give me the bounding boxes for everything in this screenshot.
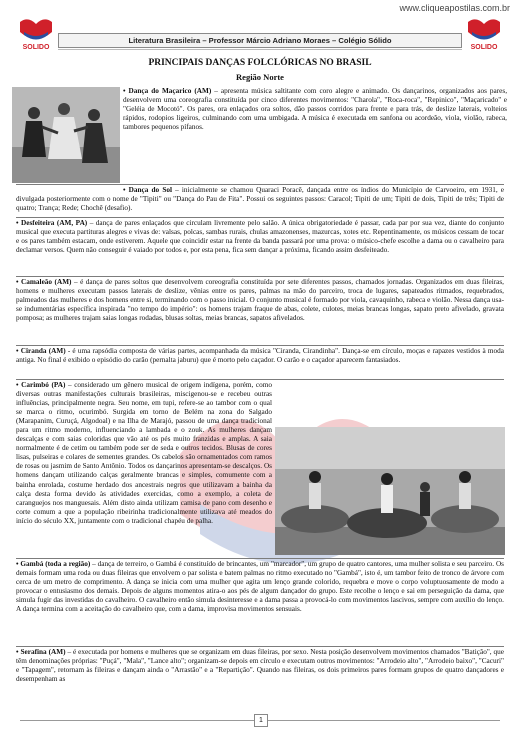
section-desfeiteira (16, 219, 504, 274)
section-text: – inicialmente se chamou Quaraci Poracê, dançada entre os índios do Município de Carvoeiro, em 1931, e divulgada posteriormente com o nome de "Tipiti" ou "Dança do Pau de Fita". Possui os seguintes passos: Caracol; Tipiti de um; Tipiti de dois, Tipiti de três; Tipiti de quatro; Trança; Rede; Chochê (desafio). (16, 186, 505, 213)
section-divider (16, 558, 504, 559)
section-macarico (123, 87, 507, 183)
section-divider (16, 345, 504, 346)
document-title: PRINCIPAIS DANÇAS FOLCLÓRICAS NO BRASIL (148, 58, 372, 68)
section-ciranda (16, 347, 504, 375)
section-divider (16, 646, 504, 647)
section-title: • Desfeiteira (AM, PA) (16, 219, 88, 227)
header-divider (58, 49, 462, 50)
solido-logo-icon (16, 16, 56, 46)
section-title: • Carimbó (PA) (16, 381, 66, 389)
section-camaleao (16, 278, 504, 341)
section-gamba (16, 560, 504, 644)
header-title-bar: Literatura Brasileira – Professor Márcio Adriano Moraes – Colégio Sólido (58, 33, 462, 48)
macarico-dance-photo (12, 87, 120, 183)
section-title: • Serafina (AM) (16, 648, 66, 656)
section-carimbo (16, 381, 504, 561)
document-page (10, 14, 510, 730)
section-text: – dança de pares enlaçados que circulam livremente pelo salão. A única obrigatoriedade é passar, cada par por sua vez, diante do conjunto musical que executa partituras alegres e vivas de: valsas, polcas, sambas rurais, chulas amazonenses, mazurcas, xotes etc. Repentinamente, os músicos cessam de tocar e os pares também estacam, onde estiverem. Aquele que coincidir estar na frente da banda passará por uma prova: o músico-chefe escolhe a dama ou o cavalheiro para declamar versos. Quem não conseguir é vaiado por todos e, por esta pena, fica sem dançar a próxima, ficando assim desfeiteado. (16, 219, 504, 255)
photo-float-spacer-top (272, 381, 504, 427)
section-title: • Camaleão (AM) (16, 278, 72, 286)
school-logo-left (16, 16, 56, 54)
section-title: • Dança do Maçarico (AM) (123, 87, 212, 95)
section-divider (16, 379, 504, 380)
section-divider (16, 276, 504, 277)
school-logo-right (464, 16, 504, 54)
logo-text: SOLIDO (22, 44, 50, 51)
section-text: - é uma rapsódia composta de várias partes, acompanhada da música "Ciranda, Cirandinha". Dança-se em círculo, moças e rapazes vestidos à moda antiga. No final é exibido o episódio do carão (pernalta jaburu) que é morto pelo caçador. O carão e o caçador aparecem fantasiados. (16, 347, 504, 365)
section-danca-do-sol (16, 186, 504, 214)
photo-float-spacer (272, 427, 504, 557)
site-url[interactable]: www.cliqueapostilas.com.br (399, 3, 510, 13)
section-text: – é dança de pares soltos que desenvolvem coreografia constituída por sete diferentes passos, chamados jornadas. Organizados em duas fileiras, homens e mulheres executam passos laterais de deslize, vênias entre os pares, palmas na mão do parceiro, troca de lugares, sapateados ritmados, requebrados, palmeados das mulheres e dos homens entre si, terminando com o passo inicial. O conjunto musical é formado por viola, cavaquinho, rabeca e violão. Nessa dança usa-se indumentárias específica inspirada "no tempo do império": os homens trajam fraque de abas, colete, culotes, meias brancas longas, sapato preto afivelado, gravata pomposa; as mulheres trajam saias longas rodadas, blusas soltas, meias brancas, sapatos afivelados. (16, 278, 504, 323)
region-heading: Região Norte (236, 72, 284, 82)
section-text: – é executada por homens e mulheres que se organizam em duas fileiras, por sexo. Nesta posição desenvolvem movimentos chamados "Batição", que têm denominações próprias: "Puçá", "Mala", "Lance alto"; organizam-se depois em círculo e executam outros movimentos: "Arrodeio alto", "Arrodeio baixo", "Cacuri" e "Tapagem", retornam às fileiras e dançam ainda o "Arrastão" e a "Repartição". Quando nas fileiras, os dois primeiros pares formam grupos de quatro dançadores e desempenham as (16, 648, 504, 684)
solido-logo-icon (464, 16, 504, 46)
section-title: • Gambá (toda a região) (16, 560, 91, 568)
section-title: • Ciranda (AM) (16, 347, 66, 355)
section-divider (16, 184, 504, 185)
section-text: – apresenta música saltitante com coro alegre e animado. Os dançarinos, organizados aos pares, desenvolvem uma coreografia constituída por cinco diferentes movimentos: "Charola", "Roca-roca", "Repinico", "Maçaricado" e "Geléia de Mocotó". Os pares, ora enlaçados ora soltos, dão passos corridos para frente e para trás, de deslize laterais, volteios rápidos, rodopios ligeiros, culminando com uma umbigada. A música é executada em sanfona ou acordeão, viola, violão, rabeca, tambores pequenos pífanos. (123, 87, 508, 132)
section-divider (16, 217, 504, 218)
page-header (10, 14, 510, 56)
page-number: 1 (254, 714, 268, 727)
logo-text: SOLIDO (470, 44, 498, 51)
section-text: – considerado um gênero musical de origem indígena, porém, como diversas outras manifestações culturais brasileiras, miscigenou-se e recebeu outras influências, principalmente negra. Seu nome, em tupi, refere-se ao tambor com o qual se marca o ritmo, ocurimbó. Surgida em torno de Belém na zona do Salgado (Marapanim, Curuçá, Algodoal) e na Ilha de Marajó, passou de uma dança tradicional para um ritmo moderno, influenciando a lambada e o zouk. As mulheres dançam descalças e com saias coloridas que vão até os pés muito franzidas e amplas. A saia normalmente é de cetim ou também pode ser de seda e outros tecidos. Blusas de cores lisas, pulseiras e colares de sementes grandes. Os cabelos são ornamentados com ramos de rosas ou jasmim de Santo Antônio. Todos os dançarinos apresentam-se descalços. Os homens dançam utilizando calças geralmente brancas e simples, comumente com a bainha enrolada, costume herdado dos ancestrais negros que utilizavam a bainha da calça desta forma devido às atividades exercidas, como a exemplo, a coleta de caranguejos nos manguesais. Além disto ainda utilizam camisa de pano com desenho e corte comum a que a população ribeirinha tradicionalmente utilizava até meados do início do século XX, juntamente com o tradicional chapéu de palha. (16, 381, 272, 525)
section-title: • Dança do Sol (123, 186, 172, 194)
section-serafina (16, 648, 504, 696)
section-text: – dança de terreiro, o Gambá é constituído de brincantes, um "marcador", um grupo de quatro cantores, uma mulher solista e seu parceiro. Os demais formam uma roda ou duas fileiras que envolvem o par solista e batem palmas no ritmo executado no "Gambá", isto é, um tambor feito de tronco de árvore com cerca de um metro de comprimento. A dança se inicia com uma mulher que agita um lenço grande colorido, requebra e move o corpo voluptuosamente de modo a provocar o entusiasmo dos demais. Depois de alguns momentos atira-o aos pés de algum dançador do grupo. Este recolhe o lenço e sai em perseguição da dama, que simula fugir das investidas do cavalheiro. O cavalheiro então simula desinteresse e a dama passa a provocá-lo com movimentos lascivos, sempre com auxílio do lenço. A dança termina com a aceitação do cavalheiro que, com a dama, improvisa movimentos sensuais. (16, 560, 504, 614)
